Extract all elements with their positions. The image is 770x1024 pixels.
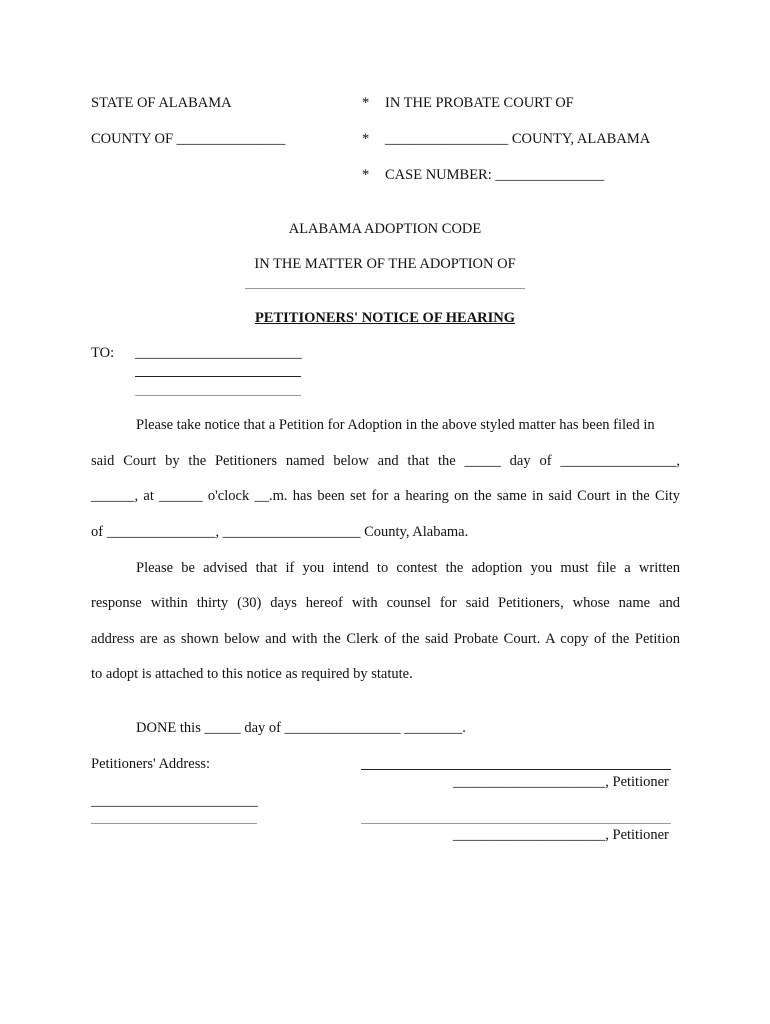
- court-label: IN THE PROBATE COURT OF: [385, 95, 574, 111]
- to-line: [135, 395, 301, 396]
- adoptee-name-line: [245, 288, 525, 289]
- address-line: [91, 823, 257, 824]
- paragraph-line: ______, at ______ o'clock __.m. has been set for a hearing on the same in said Court in the City: [91, 488, 680, 504]
- done-line: DONE this _____ day of ________________ ________.: [136, 720, 466, 736]
- petitioner-label: _____________________, Petitioner: [453, 774, 669, 790]
- signature-line: [361, 823, 671, 824]
- address-line: _______________________: [91, 793, 258, 809]
- paragraph-line: of _______________, ___________________ County, Alabama.: [91, 524, 469, 540]
- case-number-label: CASE NUMBER: _______________: [385, 167, 605, 183]
- to-line: [135, 376, 301, 377]
- paragraph-line: address are as shown below and with the Clerk of the said Probate Court. A copy of the Petition: [91, 631, 680, 647]
- adoption-code-heading: ALABAMA ADOPTION CODE: [288, 221, 482, 237]
- matter-heading: IN THE MATTER OF THE ADOPTION OF: [254, 256, 516, 272]
- caption-star: *: [362, 167, 370, 183]
- page-title: PETITIONERS' NOTICE OF HEARING: [254, 310, 516, 326]
- to-label: TO:: [91, 345, 115, 361]
- caption-star: *: [362, 131, 370, 147]
- paragraph-line: Please take notice that a Petition for Adoption in the above styled matter has been filed in: [136, 417, 655, 433]
- paragraph-line: Please be advised that if you intend to contest the adoption you must file a written: [136, 560, 680, 576]
- county-label: COUNTY OF _______________: [91, 131, 286, 147]
- caption-star: *: [362, 95, 370, 111]
- county-alabama-label: _________________ COUNTY, ALABAMA: [385, 131, 651, 147]
- state-label: STATE OF ALABAMA: [91, 95, 232, 111]
- petitioner-label: _____________________, Petitioner: [453, 827, 669, 843]
- paragraph-line: response within thirty (30) days hereof with counsel for said Petitioners, whose name and: [91, 595, 680, 611]
- address-label: Petitioners' Address:: [91, 756, 211, 772]
- to-line: _______________________: [135, 345, 302, 361]
- paragraph-line: to adopt is attached to this notice as required by statute.: [91, 666, 413, 682]
- signature-line: [361, 769, 671, 770]
- paragraph-line: said Court by the Petitioners named below and that the _____ day of ________________,: [91, 453, 680, 469]
